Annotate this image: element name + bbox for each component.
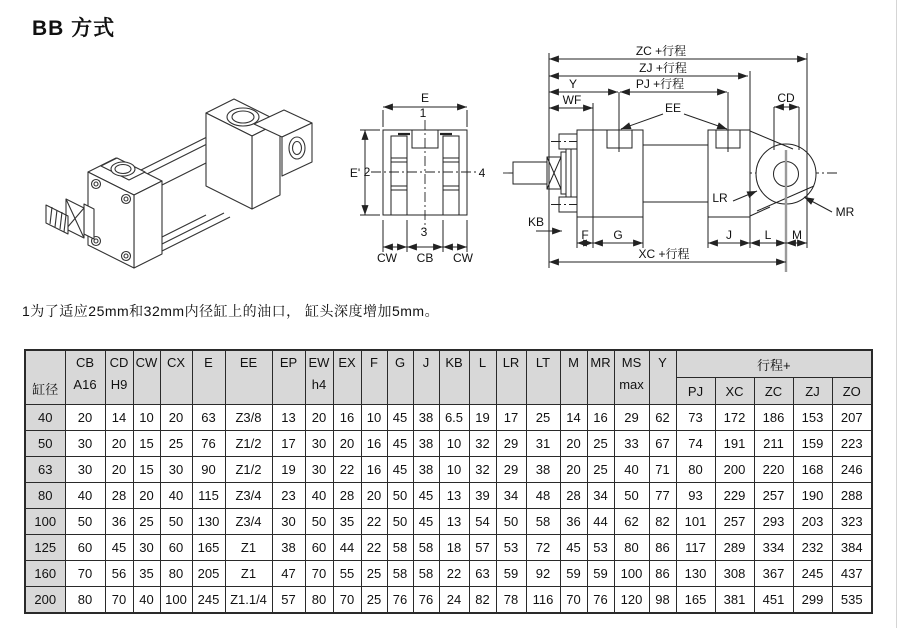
dim-value: 50: [387, 483, 413, 509]
dim-value: 24: [439, 587, 469, 614]
dim-value: 13: [439, 483, 469, 509]
col-header-EX: EX: [333, 350, 361, 405]
dim-value: 19: [469, 405, 496, 431]
dim-value: 30: [65, 431, 105, 457]
col-header-CW: CW: [133, 350, 160, 405]
dim-value: 60: [65, 535, 105, 561]
table-row-bore-80: [25, 483, 872, 509]
isometric-view: [46, 99, 312, 268]
dim-value: 20: [560, 431, 587, 457]
dim-label-g: G: [613, 228, 623, 242]
col-subheader-ZJ: ZJ: [793, 378, 832, 405]
dim-value: 59: [560, 561, 587, 587]
dim-value: 45: [387, 431, 413, 457]
dim-value: 23: [272, 483, 305, 509]
dim-value: 38: [413, 457, 439, 483]
page-edge-line: [896, 0, 897, 628]
dim-value: 58: [526, 509, 560, 535]
dim-value: 38: [272, 535, 305, 561]
dim-value: 13: [272, 405, 305, 431]
dim-label-xc: XC +行程: [638, 247, 690, 261]
col-header-LR: LR: [496, 350, 526, 405]
dim-value: 15: [133, 457, 160, 483]
dim-value: 82: [469, 587, 496, 614]
dim-value: 34: [496, 483, 526, 509]
col-header-L: L: [469, 350, 496, 405]
dim-value: 36: [105, 509, 133, 535]
dim-value: 70: [560, 587, 587, 614]
side-view: [503, 44, 855, 272]
dim-value: 58: [413, 561, 439, 587]
dim-value: 30: [160, 457, 192, 483]
dim-value: 70: [65, 561, 105, 587]
dim-value: 93: [676, 483, 715, 509]
dim-value: 20: [305, 405, 333, 431]
dim-value: 190: [793, 483, 832, 509]
dim-value: 62: [614, 509, 649, 535]
col-header-Y: Y: [649, 350, 676, 405]
dim-value: 20: [160, 405, 192, 431]
col-header-KB: KB: [439, 350, 469, 405]
dim-value: 39: [469, 483, 496, 509]
dim-value: 223: [832, 431, 872, 457]
dim-value: 30: [305, 431, 333, 457]
dim-value: 18: [439, 535, 469, 561]
dim-value: 70: [305, 561, 333, 587]
dim-value: 246: [832, 457, 872, 483]
footnote: 1为了适应25mm和32mm内径缸上的油口， 缸头深度增加5mm。: [22, 303, 440, 319]
dim-value: 56: [105, 561, 133, 587]
dim-value: 10: [439, 457, 469, 483]
dim-value: 101: [676, 509, 715, 535]
bore-value: 80: [25, 483, 65, 509]
dim-value: 58: [413, 535, 439, 561]
dim-label-e-prime: E': [349, 166, 361, 180]
dim-value: 40: [133, 587, 160, 614]
dim-value: 34: [587, 483, 614, 509]
dim-value: 172: [715, 405, 754, 431]
tie-rod-right: [443, 136, 459, 215]
col-header-F: F: [361, 350, 387, 405]
dim-value: 100: [614, 561, 649, 587]
dim-value: Z1/2: [225, 457, 272, 483]
dim-value: 57: [272, 587, 305, 614]
col-header-EW: EW h4: [305, 350, 333, 405]
dim-value: 45: [105, 535, 133, 561]
dim-value: 55: [333, 561, 361, 587]
dim-value: 288: [832, 483, 872, 509]
dim-label-zc: ZC +行程: [635, 44, 687, 58]
col-header-G: G: [387, 350, 413, 405]
table-row-bore-100: [25, 509, 872, 535]
bore-value: 63: [25, 457, 65, 483]
dimension-table: [24, 349, 873, 614]
dim-value: 25: [361, 561, 387, 587]
dim-value: 25: [587, 457, 614, 483]
dim-value: 25: [587, 431, 614, 457]
bore-value: 40: [25, 405, 65, 431]
port-number-3: 3: [420, 225, 428, 239]
col-header-LT: LT: [526, 350, 560, 405]
dim-value: 72: [526, 535, 560, 561]
col-group-header-stroke: 行程+: [676, 350, 872, 378]
port-number-2: 2: [363, 165, 371, 179]
bore-value: 200: [25, 587, 65, 614]
port-number-1: 1: [419, 106, 427, 120]
dim-value: 10: [361, 405, 387, 431]
dim-value: 20: [105, 457, 133, 483]
dim-value: 14: [105, 405, 133, 431]
dim-value: 116: [526, 587, 560, 614]
dim-value: 70: [333, 587, 361, 614]
dim-value: 10: [133, 405, 160, 431]
dim-value: 191: [715, 431, 754, 457]
dim-value: 98: [649, 587, 676, 614]
dim-value: 25: [133, 509, 160, 535]
bore-value: 100: [25, 509, 65, 535]
dim-value: 82: [649, 509, 676, 535]
dim-value: 32: [469, 431, 496, 457]
dim-value: 20: [560, 457, 587, 483]
dim-value: 232: [793, 535, 832, 561]
dim-value: 50: [65, 509, 105, 535]
technical-drawings: [0, 0, 900, 300]
dim-value: 130: [676, 561, 715, 587]
dim-value: 71: [649, 457, 676, 483]
table-row-bore-50: [25, 431, 872, 457]
col-header-MS: MS max: [614, 350, 649, 405]
bore-value: 50: [25, 431, 65, 457]
dim-value: 80: [676, 457, 715, 483]
dim-value: 30: [65, 457, 105, 483]
dim-value: 25: [160, 431, 192, 457]
dim-value: 76: [587, 587, 614, 614]
dim-value: 48: [526, 483, 560, 509]
dim-value: Z1/2: [225, 431, 272, 457]
dim-value: 45: [413, 483, 439, 509]
dim-value: 186: [754, 405, 793, 431]
dim-value: 22: [361, 509, 387, 535]
dim-value: 25: [526, 405, 560, 431]
dim-value: 120: [614, 587, 649, 614]
dim-value: 14: [560, 405, 587, 431]
dim-value: 58: [387, 561, 413, 587]
dim-value: 20: [133, 483, 160, 509]
dim-label-zj: ZJ +行程: [639, 61, 687, 75]
dim-value: 60: [160, 535, 192, 561]
dim-value: 17: [272, 431, 305, 457]
dim-value: 451: [754, 587, 793, 614]
dim-value: 29: [496, 431, 526, 457]
dim-value: 35: [133, 561, 160, 587]
dim-value: 36: [560, 509, 587, 535]
dim-value: 28: [560, 483, 587, 509]
dim-label-j: J: [726, 228, 732, 242]
dim-value: 30: [305, 457, 333, 483]
dim-value: 159: [793, 431, 832, 457]
col-header-M: M: [560, 350, 587, 405]
dim-value: 80: [305, 587, 333, 614]
dim-value: Z1.1/4: [225, 587, 272, 614]
table-row-bore-125: [25, 535, 872, 561]
dim-label-ee: EE: [664, 101, 682, 115]
col-header-EE: EE: [225, 350, 272, 405]
page-title: BB 方式: [32, 17, 116, 40]
dim-value: 257: [715, 509, 754, 535]
port-number-4: 4: [478, 166, 486, 180]
dim-value: 211: [754, 431, 793, 457]
col-header-CX: CX: [160, 350, 192, 405]
dim-value: 257: [754, 483, 793, 509]
dim-value: 245: [793, 561, 832, 587]
col-subheader-PJ: PJ: [676, 378, 715, 405]
tie-rod-left: [391, 136, 407, 215]
dim-value: 130: [192, 509, 225, 535]
dim-value: Z1: [225, 561, 272, 587]
dim-label-f: F: [581, 228, 589, 242]
dim-value: 38: [526, 457, 560, 483]
dim-value: 153: [793, 405, 832, 431]
dim-value: 20: [105, 431, 133, 457]
dim-value: 117: [676, 535, 715, 561]
col-header-J: J: [413, 350, 439, 405]
dim-value: 15: [133, 431, 160, 457]
tube-side: [643, 145, 708, 202]
dim-value: 22: [439, 561, 469, 587]
col-header-E: E: [192, 350, 225, 405]
dim-value: Z1: [225, 535, 272, 561]
bore-value: 125: [25, 535, 65, 561]
dim-value: 367: [754, 561, 793, 587]
dim-value: 40: [305, 483, 333, 509]
dim-value: 63: [469, 561, 496, 587]
col-subheader-ZO: ZO: [832, 378, 872, 405]
dim-value: 245: [192, 587, 225, 614]
dim-value: 535: [832, 587, 872, 614]
dim-value: 63: [192, 405, 225, 431]
dim-value: 53: [587, 535, 614, 561]
dim-value: 67: [649, 431, 676, 457]
dim-value: 200: [715, 457, 754, 483]
dim-value: 381: [715, 587, 754, 614]
dim-value: 203: [793, 509, 832, 535]
dim-label-cd: CD: [777, 91, 795, 105]
dim-value: 299: [793, 587, 832, 614]
dim-value: 70: [105, 587, 133, 614]
dim-value: Z3/4: [225, 509, 272, 535]
dim-label-lr: LR: [712, 191, 728, 205]
dim-value: 86: [649, 561, 676, 587]
col-header-bore: 缸径: [25, 350, 65, 405]
bore-value: 160: [25, 561, 65, 587]
dim-value: 30: [133, 535, 160, 561]
dim-value: 165: [676, 587, 715, 614]
dim-value: 86: [649, 535, 676, 561]
dim-value: 22: [333, 457, 361, 483]
col-header-EP: EP: [272, 350, 305, 405]
dim-value: Z3/8: [225, 405, 272, 431]
dim-value: 289: [715, 535, 754, 561]
table-row-bore-160: [25, 561, 872, 587]
dim-value: 13: [439, 509, 469, 535]
dim-value: 50: [614, 483, 649, 509]
dim-value: 38: [413, 405, 439, 431]
piston-rod-side: [513, 162, 547, 184]
dim-value: 437: [832, 561, 872, 587]
dim-value: 16: [333, 405, 361, 431]
col-header-CD: CD H9: [105, 350, 133, 405]
dim-value: 45: [387, 457, 413, 483]
dim-value: Z3/4: [225, 483, 272, 509]
dim-value: 28: [105, 483, 133, 509]
dim-value: 92: [526, 561, 560, 587]
dim-value: 207: [832, 405, 872, 431]
dim-value: 58: [387, 535, 413, 561]
dim-value: 44: [333, 535, 361, 561]
dim-value: 50: [160, 509, 192, 535]
dim-label-pj: PJ +行程: [635, 77, 685, 91]
col-header-MR: MR: [587, 350, 614, 405]
dim-value: 100: [160, 587, 192, 614]
dim-value: 80: [160, 561, 192, 587]
dim-value: 62: [649, 405, 676, 431]
dim-value: 31: [526, 431, 560, 457]
dim-value: 323: [832, 509, 872, 535]
dim-value: 50: [496, 509, 526, 535]
dim-value: 50: [387, 509, 413, 535]
col-header-CB: CB A16: [65, 350, 105, 405]
dim-value: 45: [560, 535, 587, 561]
dim-value: 6.5: [439, 405, 469, 431]
col-subheader-ZC: ZC: [754, 378, 793, 405]
dim-label-kb: KB: [527, 215, 545, 229]
dim-label-e: E: [420, 91, 430, 105]
dim-value: 32: [469, 457, 496, 483]
dim-value: 33: [614, 431, 649, 457]
dim-value: 16: [361, 431, 387, 457]
dim-label-l: L: [764, 228, 772, 242]
dim-value: 22: [361, 535, 387, 561]
dim-value: 17: [496, 405, 526, 431]
dim-value: 16: [587, 405, 614, 431]
dim-value: 30: [272, 509, 305, 535]
dim-value: 20: [361, 483, 387, 509]
dim-value: 205: [192, 561, 225, 587]
col-subheader-XC: XC: [715, 378, 754, 405]
dim-value: 308: [715, 561, 754, 587]
dim-value: 38: [413, 431, 439, 457]
dim-value: 40: [160, 483, 192, 509]
dim-value: 57: [469, 535, 496, 561]
dim-value: 53: [496, 535, 526, 561]
table-row-bore-63: [25, 457, 872, 483]
dim-value: 90: [192, 457, 225, 483]
dim-label-cb: CB: [416, 251, 434, 265]
table-row-bore-200: [25, 587, 872, 614]
dim-value: 54: [469, 509, 496, 535]
dim-value: 384: [832, 535, 872, 561]
dimension-table-wrap: [24, 349, 873, 614]
dim-value: 16: [361, 457, 387, 483]
dim-value: 115: [192, 483, 225, 509]
dim-value: 40: [65, 483, 105, 509]
dim-value: 80: [614, 535, 649, 561]
dim-value: 40: [614, 457, 649, 483]
dim-value: 47: [272, 561, 305, 587]
dim-label-m: M: [792, 228, 802, 242]
dim-value: 80: [65, 587, 105, 614]
dim-value: 60: [305, 535, 333, 561]
dim-value: 10: [439, 431, 469, 457]
dim-value: 29: [496, 457, 526, 483]
dim-value: 28: [333, 483, 361, 509]
dim-value: 20: [65, 405, 105, 431]
dim-value: 73: [676, 405, 715, 431]
dim-value: 229: [715, 483, 754, 509]
dim-value: 29: [614, 405, 649, 431]
dim-value: 45: [413, 509, 439, 535]
dim-value: 168: [793, 457, 832, 483]
dim-value: 165: [192, 535, 225, 561]
dim-value: 44: [587, 509, 614, 535]
dim-label-mr: MR: [835, 205, 855, 219]
dim-value: 59: [587, 561, 614, 587]
dim-value: 78: [496, 587, 526, 614]
dim-value: 25: [361, 587, 387, 614]
dim-value: 77: [649, 483, 676, 509]
dim-value: 20: [333, 431, 361, 457]
dim-value: 76: [192, 431, 225, 457]
dim-value: 50: [305, 509, 333, 535]
dim-value: 293: [754, 509, 793, 535]
dim-value: 35: [333, 509, 361, 535]
dim-label-y: Y: [568, 77, 578, 91]
dim-value: 76: [413, 587, 439, 614]
table-row-bore-40: [25, 405, 872, 431]
dim-value: 59: [496, 561, 526, 587]
dim-value: 45: [387, 405, 413, 431]
dim-label-cw-left: CW: [377, 251, 397, 265]
dim-label-cw-right: CW: [453, 251, 473, 265]
dim-value: 19: [272, 457, 305, 483]
dim-value: 76: [387, 587, 413, 614]
dim-value: 334: [754, 535, 793, 561]
dim-value: 220: [754, 457, 793, 483]
dim-value: 74: [676, 431, 715, 457]
front-view: [350, 91, 486, 265]
dim-label-wf: WF: [562, 93, 582, 107]
